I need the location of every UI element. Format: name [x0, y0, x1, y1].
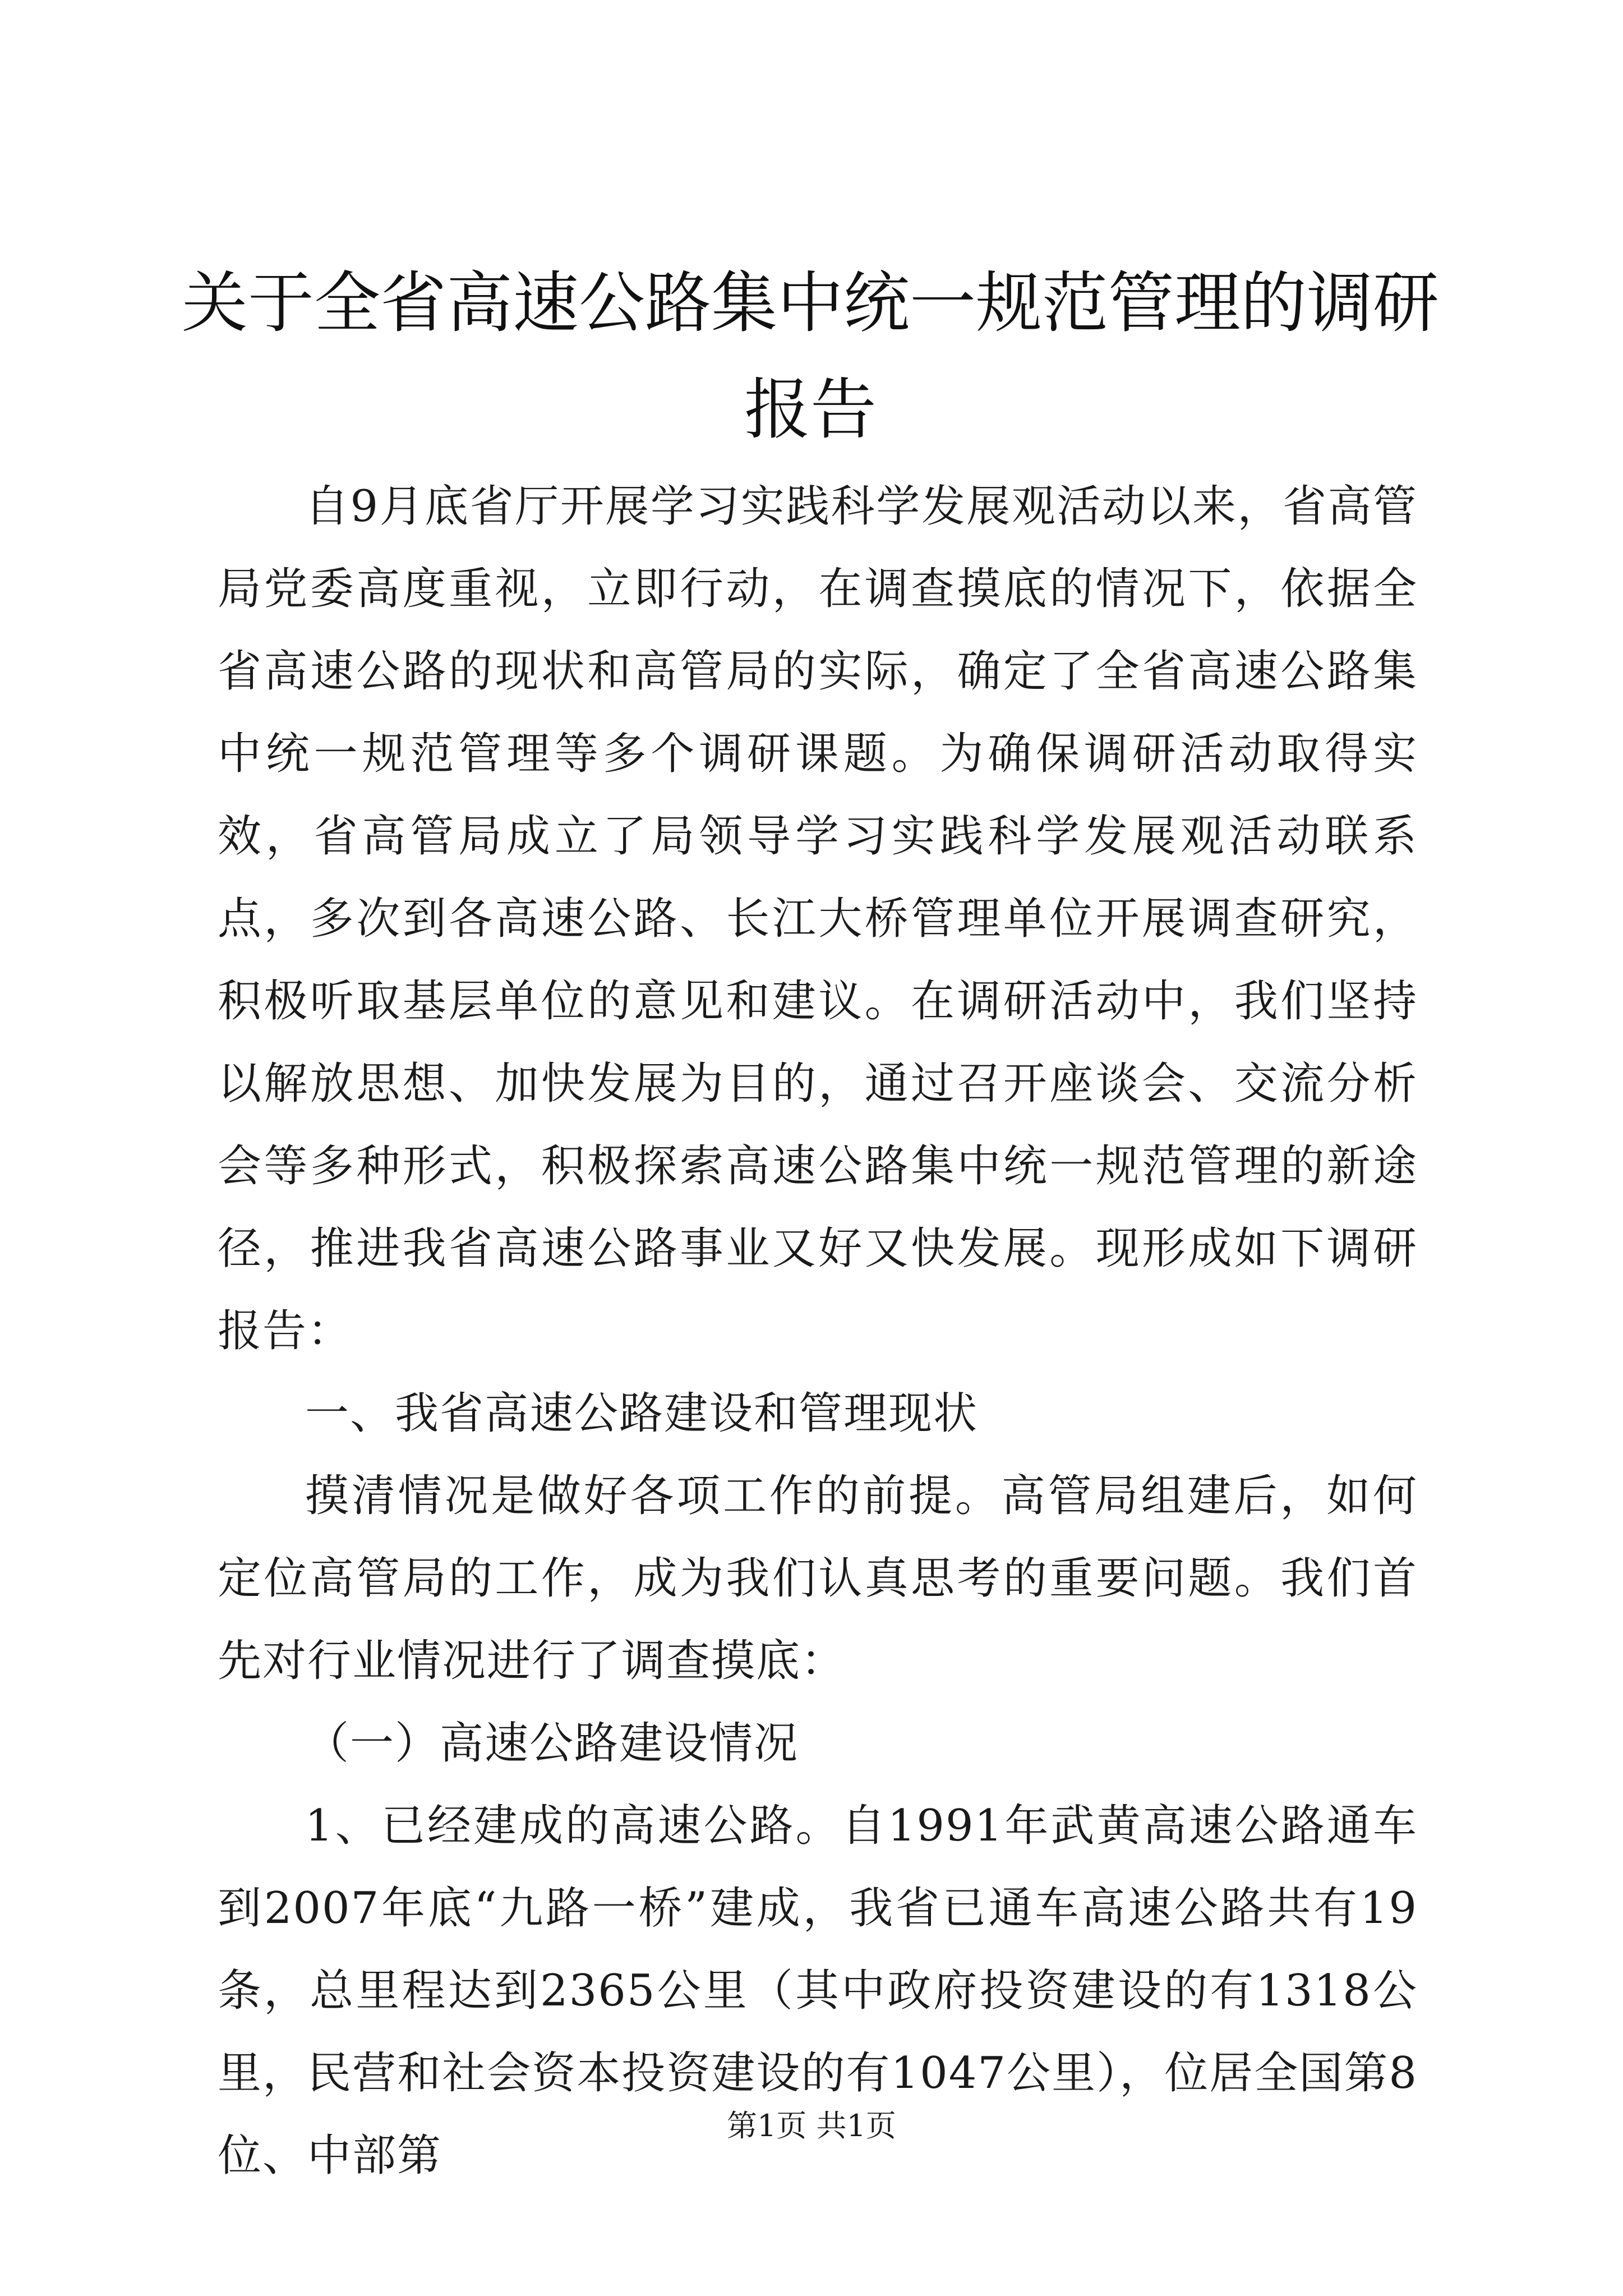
document-title: 关于全省高速公路集中统一规范管理的调研报告 [181, 264, 1439, 448]
section-heading-1: 一、我省高速公路建设和管理现状 [305, 1388, 979, 1439]
page-footer: 第1页 共1页 [727, 2108, 896, 2143]
paragraph-completed-highways: 1、已经建成的高速公路。自1991年武黄高速公路通车到2007年底“九路一桥”建成，我省已通车高速公路共有19条，总里程达到2365公里（其中政府投资建设的有1318公里，民营和社会资本投资建设的有1047公里），位居全国第8位、中部第 [218, 1801, 1418, 2181]
paragraph-survey: 摸清情况是做好各项工作的前提。高管局组建后，如何定位高管局的工作，成为我们认真思考的重要问题。我们首先对行业情况进行了调查摸底： [218, 1471, 1418, 1686]
paragraph-intro: 自9月底省厅开展学习实践科学发展观活动以来，省高管局党委高度重视，立即行动，在调查摸底的情况下，依据全省高速公路的现状和高管局的实际，确定了全省高速公路集中统一规范管理等多个调研课题。为确保调研活动取得实效，省高管局成立了局领导学习实践科学发展观活动联系点，多次到各高速公路、长江大桥管理单位开展调查研究，积极听取基层单位的意见和建议。在调研活动中，我们坚持以解放思想、加快发展为目的，通过召开座谈会、交流分析会等多种形式，积极探索高速公路集中统一规范管理的新途径，推进我省高速公路事业又好又快发展。现形成如下调研报告： [218, 481, 1418, 1356]
subsection-heading-1: （一）高速公路建设情况 [305, 1718, 799, 1769]
document-body [218, 466, 1418, 2197]
